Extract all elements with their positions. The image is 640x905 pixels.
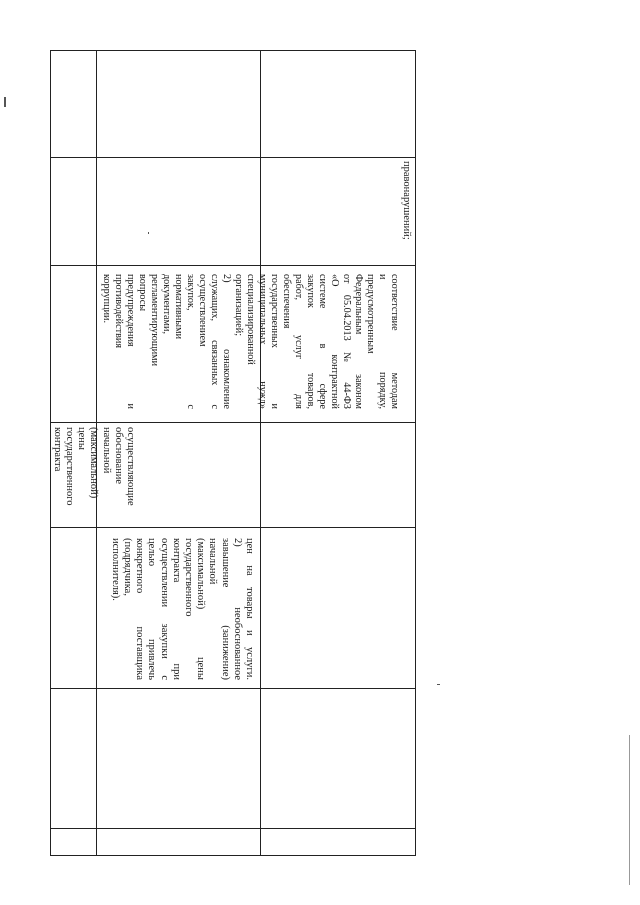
cell-line: государственных и	[269, 274, 280, 409]
cell-line: завышение (занижение)	[219, 538, 231, 680]
cell-line: организацией;	[233, 274, 244, 337]
table-border-top	[50, 50, 415, 51]
cell-line: противодействия	[113, 274, 124, 349]
cell-line: контракта	[51, 427, 63, 472]
cell-line: от 05.04.2013 № 44-ФЗ	[341, 274, 352, 409]
scan-edge-mark	[629, 735, 630, 885]
cell-line: специализированной	[245, 274, 256, 365]
cell-line: (подрядчика,	[121, 538, 133, 596]
cell-line: нормативными	[173, 274, 184, 340]
cell-line: служащих, связанных с	[209, 274, 220, 409]
cell-line: исполнителя).	[109, 538, 121, 601]
cell-line: обоснование	[112, 427, 124, 485]
table-border-bottom	[50, 855, 415, 856]
column-separator	[50, 157, 415, 158]
cell-line: цены	[76, 427, 88, 450]
cell-line: начальной	[100, 427, 112, 474]
cell-line: вопросы	[137, 274, 148, 312]
cell-line: государственного	[63, 427, 75, 506]
cell-line: государственного	[182, 538, 194, 617]
column-separator	[50, 265, 415, 266]
cell-line: регламентирующими	[149, 274, 160, 367]
cell-line: соответствие методам	[389, 274, 400, 409]
column-separator	[50, 422, 415, 423]
cell-line: 2) необоснованное	[231, 538, 243, 680]
cell-line: «О контрактной	[329, 274, 340, 409]
cell-line: Федеральным законом	[353, 274, 364, 409]
cell-line: обеспечения	[281, 274, 292, 329]
cell-line: (максимальной)	[88, 427, 100, 499]
cell-line: коррупции.	[101, 274, 112, 324]
cell-line: муниципальных нужд»	[257, 274, 268, 409]
table-border-right	[415, 50, 416, 856]
cell-line: и порядку,	[377, 274, 388, 409]
cell-line: начальной	[207, 538, 219, 585]
cell-risk-description	[109, 538, 255, 680]
cell-line: целью привлечь	[146, 538, 158, 680]
cell-line: правонарушений;	[401, 161, 412, 240]
cell-measures	[100, 274, 400, 409]
cell-line: 2) ознакомление	[221, 274, 232, 409]
cell-line: цен на товары и услуги.	[244, 538, 255, 680]
cell-line: работ, услуг для	[293, 274, 304, 409]
margin-mark	[4, 97, 6, 107]
cell-responsible	[51, 427, 136, 519]
scan-speck	[437, 684, 440, 685]
cell-line: конкретного поставщика	[134, 538, 146, 680]
cell-line: (максимальной) цены	[195, 538, 207, 680]
column-separator	[50, 828, 415, 829]
cell-continuation	[400, 161, 412, 261]
cell-line: осуществляющие	[125, 427, 136, 506]
cell-line: предупреждения и	[125, 274, 136, 409]
cell-line: предусмотренным	[365, 274, 376, 354]
scan-speck	[148, 232, 149, 234]
cell-line: закупок, с	[185, 274, 196, 409]
row-separator	[260, 50, 261, 856]
cell-line: осуществлением	[197, 274, 208, 347]
column-separator	[50, 688, 415, 689]
cell-line: контракта при	[170, 538, 182, 680]
cell-line: осуществлении закупки с	[158, 538, 170, 680]
column-separator	[50, 527, 415, 528]
cell-line: системе в сфере	[317, 274, 328, 409]
cell-line: закупок товаров,	[305, 274, 316, 409]
cell-line: документами,	[161, 274, 172, 335]
